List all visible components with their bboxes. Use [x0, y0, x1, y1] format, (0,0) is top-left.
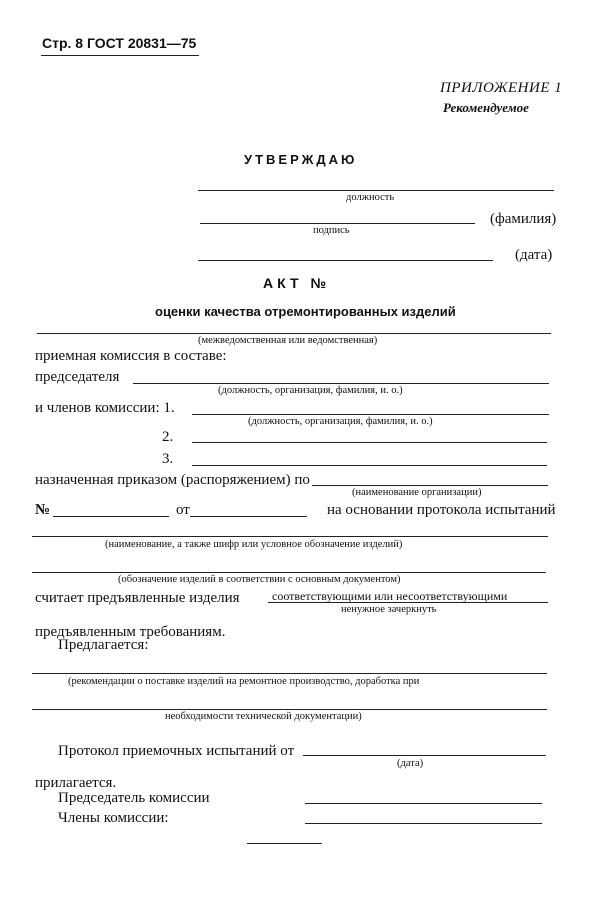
- number-sign: №: [35, 502, 51, 518]
- members-sign-line[interactable]: [305, 823, 542, 824]
- surname-label: (фамилия): [490, 211, 557, 227]
- chairman-line[interactable]: [133, 383, 549, 384]
- member-caption: (должность, организация, фамилия, и. о.): [248, 416, 433, 427]
- recommendation-line-1[interactable]: [32, 673, 547, 674]
- members-label: и членов комиссии: 1.: [35, 400, 175, 416]
- recommendation-line-2[interactable]: [32, 709, 547, 710]
- chairman-sign-label: Председатель комиссии: [58, 790, 210, 806]
- designation-caption: (обозначение изделий в соответствии с основным документом): [118, 574, 401, 585]
- position-line[interactable]: [198, 190, 554, 191]
- end-rule: [247, 843, 322, 844]
- number-line[interactable]: [53, 516, 169, 517]
- organization-caption: (наименование организации): [352, 487, 482, 498]
- page-reference: Стр. 8 ГОСТ 20831—75: [42, 35, 197, 51]
- protocol-label: Протокол приемочных испытаний от: [58, 743, 295, 759]
- signature-caption: подпись: [313, 225, 350, 236]
- product-line[interactable]: [32, 536, 548, 537]
- position-caption: должность: [346, 192, 395, 203]
- proposed-label: Предлагается:: [58, 637, 149, 653]
- conformity-line[interactable]: [268, 602, 548, 603]
- committee-line: приемная комиссия в составе:: [35, 348, 227, 364]
- from-label: от: [176, 502, 190, 518]
- conformity-options: соответствующими или несоответствующими: [272, 589, 508, 603]
- member-3-number: 3.: [162, 451, 174, 467]
- appointed-label: назначенная приказом (распоряжением) по: [35, 472, 310, 488]
- strike-caption: ненужное зачеркнуть: [341, 604, 437, 615]
- considers-label: считает предъявленные изделия: [35, 590, 240, 606]
- members-sign-label: Члены комиссии:: [58, 810, 169, 826]
- date-label: (дата): [515, 247, 553, 263]
- requirements-text: предъявленным требованиям.: [35, 624, 226, 640]
- chairman-caption: (должность, организация, фамилия, и. о.): [218, 385, 403, 396]
- appendix-title: ПРИЛОЖЕНИЕ 1: [440, 80, 563, 96]
- member-2-number: 2.: [162, 429, 174, 445]
- member-1-line[interactable]: [192, 414, 549, 415]
- organization-line[interactable]: [312, 485, 548, 486]
- recommendation-caption-2: необходимости технической документации): [165, 711, 362, 722]
- chairman-sign-line[interactable]: [305, 803, 542, 804]
- act-title: АКТ №: [263, 275, 331, 291]
- attached-label: прилагается.: [35, 775, 117, 791]
- chairman-label: председателя: [35, 369, 120, 385]
- committee-type-line[interactable]: [37, 333, 551, 334]
- designation-line[interactable]: [32, 572, 546, 573]
- member-2-line[interactable]: [192, 442, 547, 443]
- protocol-date-line[interactable]: [303, 755, 546, 756]
- approve-title: УТВЕРЖДАЮ: [244, 152, 358, 167]
- appendix-subtitle: Рекомендуемое: [443, 100, 529, 115]
- act-subtitle: оценки качества отремонтированных изделий: [155, 304, 456, 319]
- date-line[interactable]: [198, 260, 493, 261]
- recommendation-caption-1: (рекомендации о поставке изделий на ремонтное производство, доработка при: [68, 676, 420, 687]
- committee-type-caption: (межведомственная или ведомственная): [198, 335, 378, 346]
- surname-line[interactable]: [200, 223, 475, 224]
- header-rule: [41, 55, 199, 56]
- product-caption: (наименование, а также шифр или условное обозначение изделий): [105, 539, 403, 550]
- member-3-line[interactable]: [192, 465, 547, 466]
- basis-text: на основании протокола испытаний: [327, 502, 556, 518]
- from-date-line[interactable]: [190, 516, 307, 517]
- protocol-date-caption: (дата): [397, 758, 424, 769]
